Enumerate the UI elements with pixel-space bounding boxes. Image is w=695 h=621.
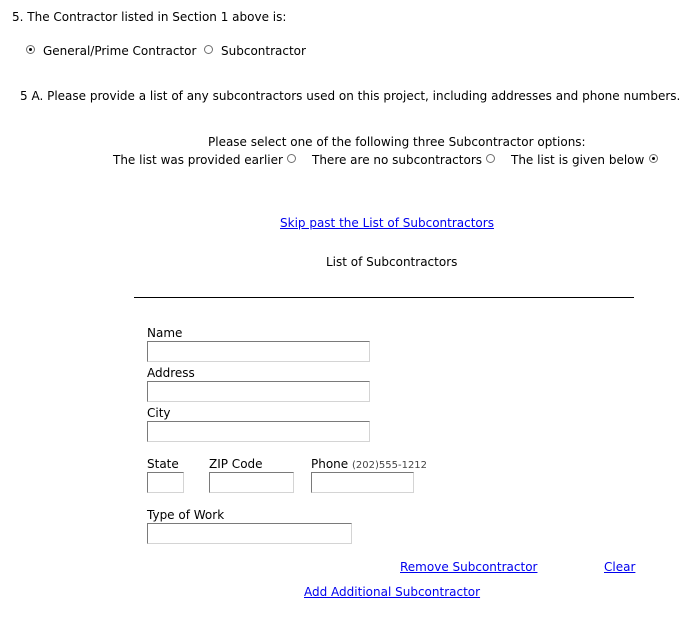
subcontractor-label: Subcontractor [221, 44, 306, 58]
option-given-below-label: The list is given below [511, 153, 645, 167]
phone-label-group [311, 457, 427, 473]
remove-subcontractor-link[interactable]: Remove Subcontractor [400, 560, 538, 574]
general-prime-label: General/Prime Contractor [43, 44, 197, 58]
phone-label: Phone [311, 457, 349, 471]
zip-label: ZIP Code [209, 457, 263, 471]
section5-question: 5. The Contractor listed in Section 1 above is: [12, 10, 287, 24]
name-label: Name [147, 326, 183, 340]
city-label: City [147, 406, 171, 420]
add-subcontractor-link[interactable]: Add Additional Subcontractor [304, 585, 481, 599]
subcontractor-options-prompt: Please select one of the following three Subcontractor options: [208, 135, 586, 149]
skip-list-link[interactable]: Skip past the List of Subcontractors [280, 216, 494, 230]
option-provided-earlier-label: The list was provided earlier [113, 153, 283, 167]
general-prime-radio[interactable] [26, 45, 35, 54]
phone-format-hint: (202)555-1212 [352, 460, 428, 471]
clear-link[interactable]: Clear [604, 560, 636, 574]
type-of-work-input[interactable] [147, 523, 352, 544]
subcontractor-radio[interactable] [204, 45, 213, 54]
divider [134, 297, 634, 298]
address-input[interactable] [147, 381, 370, 402]
section5a-question: 5 A. Please provide a list of any subcontractors used on this project, including addresses and phone numbers. [20, 89, 681, 103]
option-no-subcontractors-radio[interactable] [486, 154, 495, 163]
name-input[interactable] [147, 341, 370, 362]
option-given-below-radio[interactable] [649, 154, 658, 163]
list-title: List of Subcontractors [326, 255, 458, 269]
city-input[interactable] [147, 421, 370, 442]
state-label: State [147, 457, 179, 471]
address-label: Address [147, 366, 195, 380]
option-no-subcontractors-label: There are no subcontractors [312, 153, 483, 167]
state-input[interactable] [147, 472, 184, 493]
option-provided-earlier-radio[interactable] [287, 154, 296, 163]
phone-input[interactable] [311, 472, 414, 493]
zip-input[interactable] [209, 472, 294, 493]
type-of-work-label: Type of Work [147, 508, 225, 522]
